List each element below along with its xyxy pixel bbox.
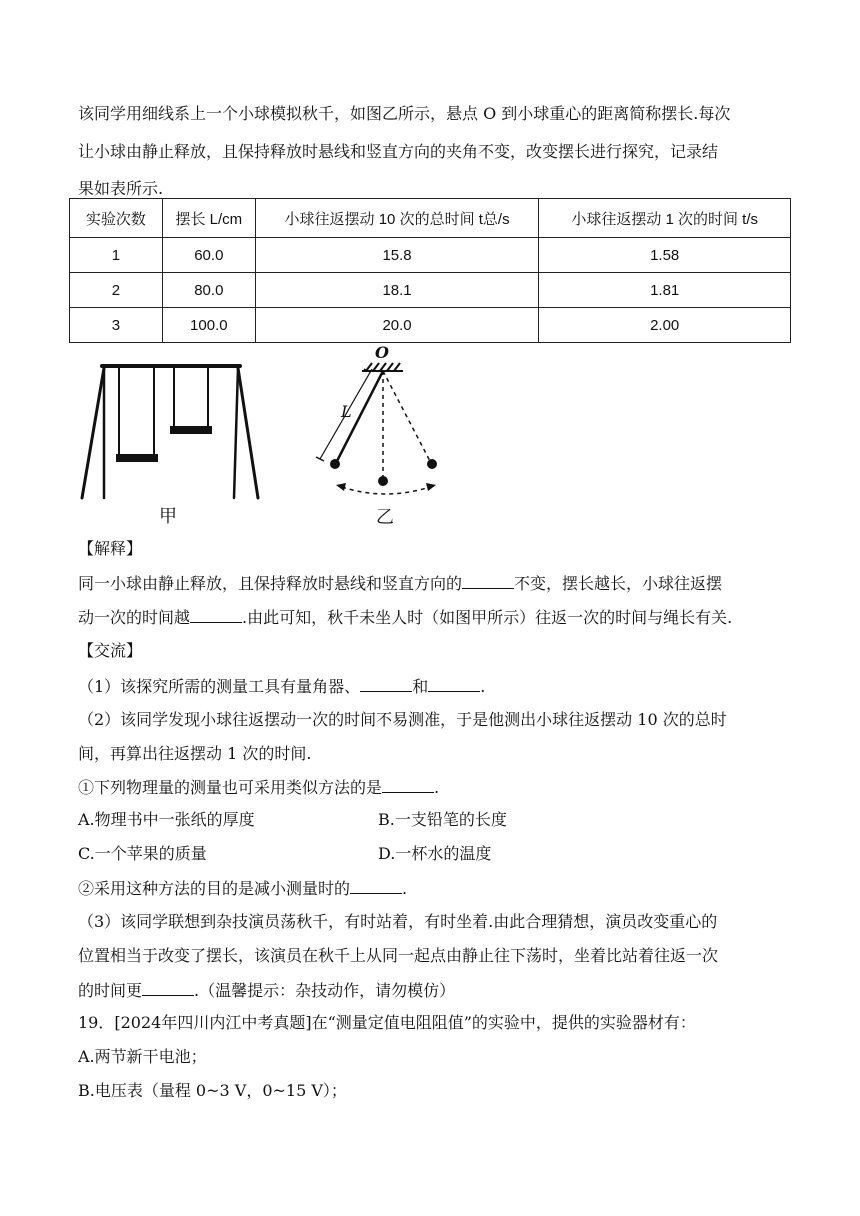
explain-text: 不变，摆长越长，小球往返摆 — [514, 574, 723, 593]
table-header-cell: 小球往返摆动 10 次的总时间 t总/s — [255, 199, 539, 238]
question-2-line-2: 间，再算出往返摆动 1 次的时间. — [78, 744, 312, 763]
table-header-cell: 实验次数 — [70, 199, 163, 238]
explain-line-1 — [78, 572, 722, 595]
table-cell: 15.8 — [255, 238, 539, 273]
table-row — [70, 238, 791, 273]
table-cell: 2 — [70, 273, 163, 308]
question-1 — [78, 675, 485, 698]
table-cell: 1.81 — [539, 273, 791, 308]
question-2-line-1: （2）该同学发现小球往返摆动一次的时间不易测准，于是他测出小球往返摆动 10 次的总时 — [78, 710, 727, 729]
answer-blank[interactable] — [360, 675, 412, 692]
question-text: 的时间更 — [78, 981, 143, 1000]
pivot-point-label: O — [375, 343, 389, 362]
table-cell: 100.0 — [162, 308, 255, 343]
table-cell: 1 — [70, 238, 163, 273]
question-text: .（温馨提示：杂技动作，请勿模仿） — [194, 981, 456, 1000]
question-text: . — [402, 879, 408, 898]
explain-heading: 【解释】 — [78, 539, 143, 558]
option-a[interactable]: A.物理书中一张纸的厚度 — [78, 810, 255, 829]
table-cell: 80.0 — [162, 273, 255, 308]
table-row — [70, 308, 791, 343]
answer-blank[interactable] — [462, 572, 514, 589]
question-19-item-b: B.电压表（量程 0~3 V，0~15 V）； — [78, 1081, 347, 1100]
question-3-line-3 — [78, 979, 455, 1002]
exchange-heading: 【交流】 — [78, 641, 143, 660]
answer-blank[interactable] — [142, 979, 194, 996]
table-cell: 20.0 — [255, 308, 539, 343]
question-text: ②采用这种方法的目的是减小测量时的 — [78, 879, 351, 898]
table-cell: 60.0 — [162, 238, 255, 273]
answer-blank[interactable] — [350, 877, 402, 894]
intro-line-3: 果如表所示. — [78, 179, 164, 198]
intro-line-1: 该同学用细线系上一个小球模拟秋千，如图乙所示，悬点 O 到小球重心的距离简称摆长.每次 — [78, 104, 731, 123]
length-label: L — [341, 402, 352, 421]
question-text: . — [480, 677, 486, 696]
explain-line-2 — [78, 606, 732, 629]
pendulum-figure — [300, 343, 470, 508]
option-d[interactable]: D.一杯水的温度 — [378, 844, 492, 863]
explain-text: 动一次的时间越 — [78, 608, 191, 627]
question-text: 和 — [412, 677, 429, 696]
table-header-cell: 小球往返摆动 1 次的时间 t/s — [539, 199, 791, 238]
table-cell: 3 — [70, 308, 163, 343]
question-19-line-1: 19．[2024年四川内江中考真题]在“测量定值电阻阻值”的实验中，提供的实验器材有： — [78, 1013, 696, 1032]
question-3-line-2: 位置相当于改变了摆长，该演员在秋千上从同一起点由静止往下荡时，坐着比站着往返一次 — [78, 946, 719, 965]
question-2-sub-1 — [78, 776, 439, 799]
table-header-cell: 摆长 L/cm — [162, 199, 255, 238]
option-b[interactable]: B.一支铅笔的长度 — [378, 810, 507, 829]
table-header-row — [70, 199, 791, 238]
figure-yi-label: 乙 — [376, 507, 394, 528]
table-cell: 18.1 — [255, 273, 539, 308]
table-cell: 2.00 — [539, 308, 791, 343]
question-2-sub-2 — [78, 877, 407, 900]
figure-jia-label: 甲 — [159, 506, 177, 527]
question-text: （1）该探究所需的测量工具有量角器、 — [78, 677, 361, 696]
option-c[interactable]: C.一个苹果的质量 — [78, 844, 207, 863]
explain-text: .由此可知，秋千未坐人时（如图甲所示）往返一次的时间与绳长有关. — [242, 608, 733, 627]
table-cell: 1.58 — [539, 238, 791, 273]
question-text: . — [434, 778, 440, 797]
intro-line-2: 让小球由静止释放，且保持释放时悬线和竖直方向的夹角不变，改变摆长进行探究，记录结 — [78, 142, 719, 161]
answer-blank[interactable] — [190, 606, 242, 623]
swing-set-figure — [74, 360, 264, 505]
question-text: ①下列物理量的测量也可采用类似方法的是 — [78, 778, 383, 797]
table-row — [70, 273, 791, 308]
explain-text: 同一小球由静止释放，且保持释放时悬线和竖直方向的 — [78, 574, 463, 593]
question-3-line-1: （3）该同学联想到杂技演员荡秋千，有时站着，有时坐着.由此合理猜想，演员改变重心的 — [78, 912, 718, 931]
question-19-item-a: A.两节新干电池； — [78, 1047, 207, 1066]
answer-blank[interactable] — [382, 776, 434, 793]
answer-blank[interactable] — [428, 675, 480, 692]
results-table — [69, 198, 791, 343]
